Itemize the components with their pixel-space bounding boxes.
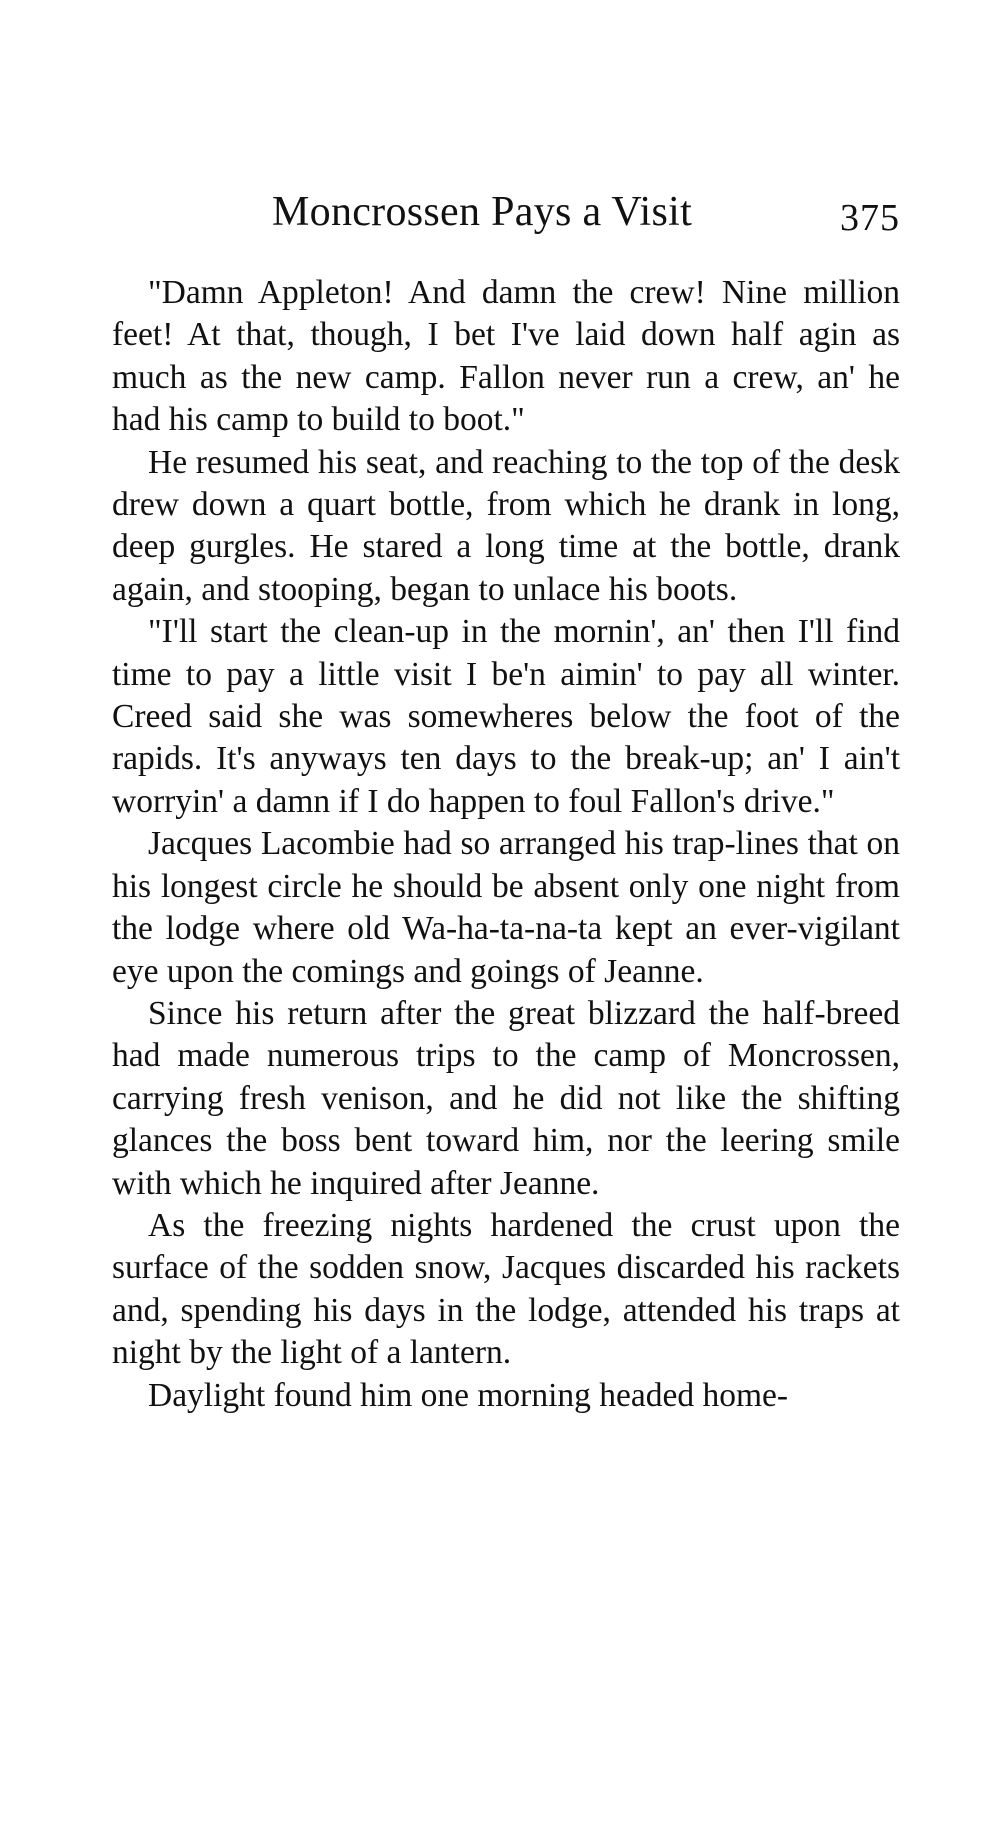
paragraph-2: He resumed his seat, and reaching to the top of the desk drew down a quart bottle, from which he drank in long, deep gurgles. He stared a long time at the bottle, drank again, and stooping, began to unlace his boots.	[112, 443, 900, 608]
page-number: 375	[840, 197, 900, 239]
paragraph-7: Daylight found him one morning headed home-	[148, 1376, 789, 1414]
book-page	[112, 188, 900, 1417]
running-header	[112, 188, 900, 244]
body-text	[112, 272, 900, 1417]
paragraph-1: "Damn Appleton! And damn the crew! Nine million feet! At that, though, I bet I've laid down half agin as much as the new camp. Fallon never run a crew, an' he had his camp to build to boot."	[112, 274, 900, 439]
paragraph-3: "I'll start the clean-up in the mornin', an' then I'll find time to pay a little visit I be'n aimin' to pay all winter. Creed said she was somewheres below the foot of the rapids. It's anyways ten days to the break-up; an' I ain't worryin' a damn if I do happen to foul Fallon's drive."	[112, 613, 900, 820]
paragraph-4: Jacques Lacombie had so arranged his trap-lines that on his longest circle he should be absent only one night from the lodge where old Wa-ha-ta-na-ta kept an ever-vigilant eye upon the comings and goings of Jeanne.	[112, 825, 900, 990]
chapter-title: Moncrossen Pays a Visit	[272, 189, 693, 235]
paragraph-5: Since his return after the great blizzard the half-breed had made numerous trips to the camp of Moncrossen, carrying fresh venison, and he did not like the shifting glances the boss bent toward him, nor the leering smile with which he inquired after Jeanne.	[112, 994, 900, 1202]
paragraph-6: As the freezing nights hardened the crust upon the surface of the sodden snow, Jacques discarded his rackets and, spending his days in the lodge, attended his traps at night by the light of a lantern.	[112, 1206, 900, 1372]
